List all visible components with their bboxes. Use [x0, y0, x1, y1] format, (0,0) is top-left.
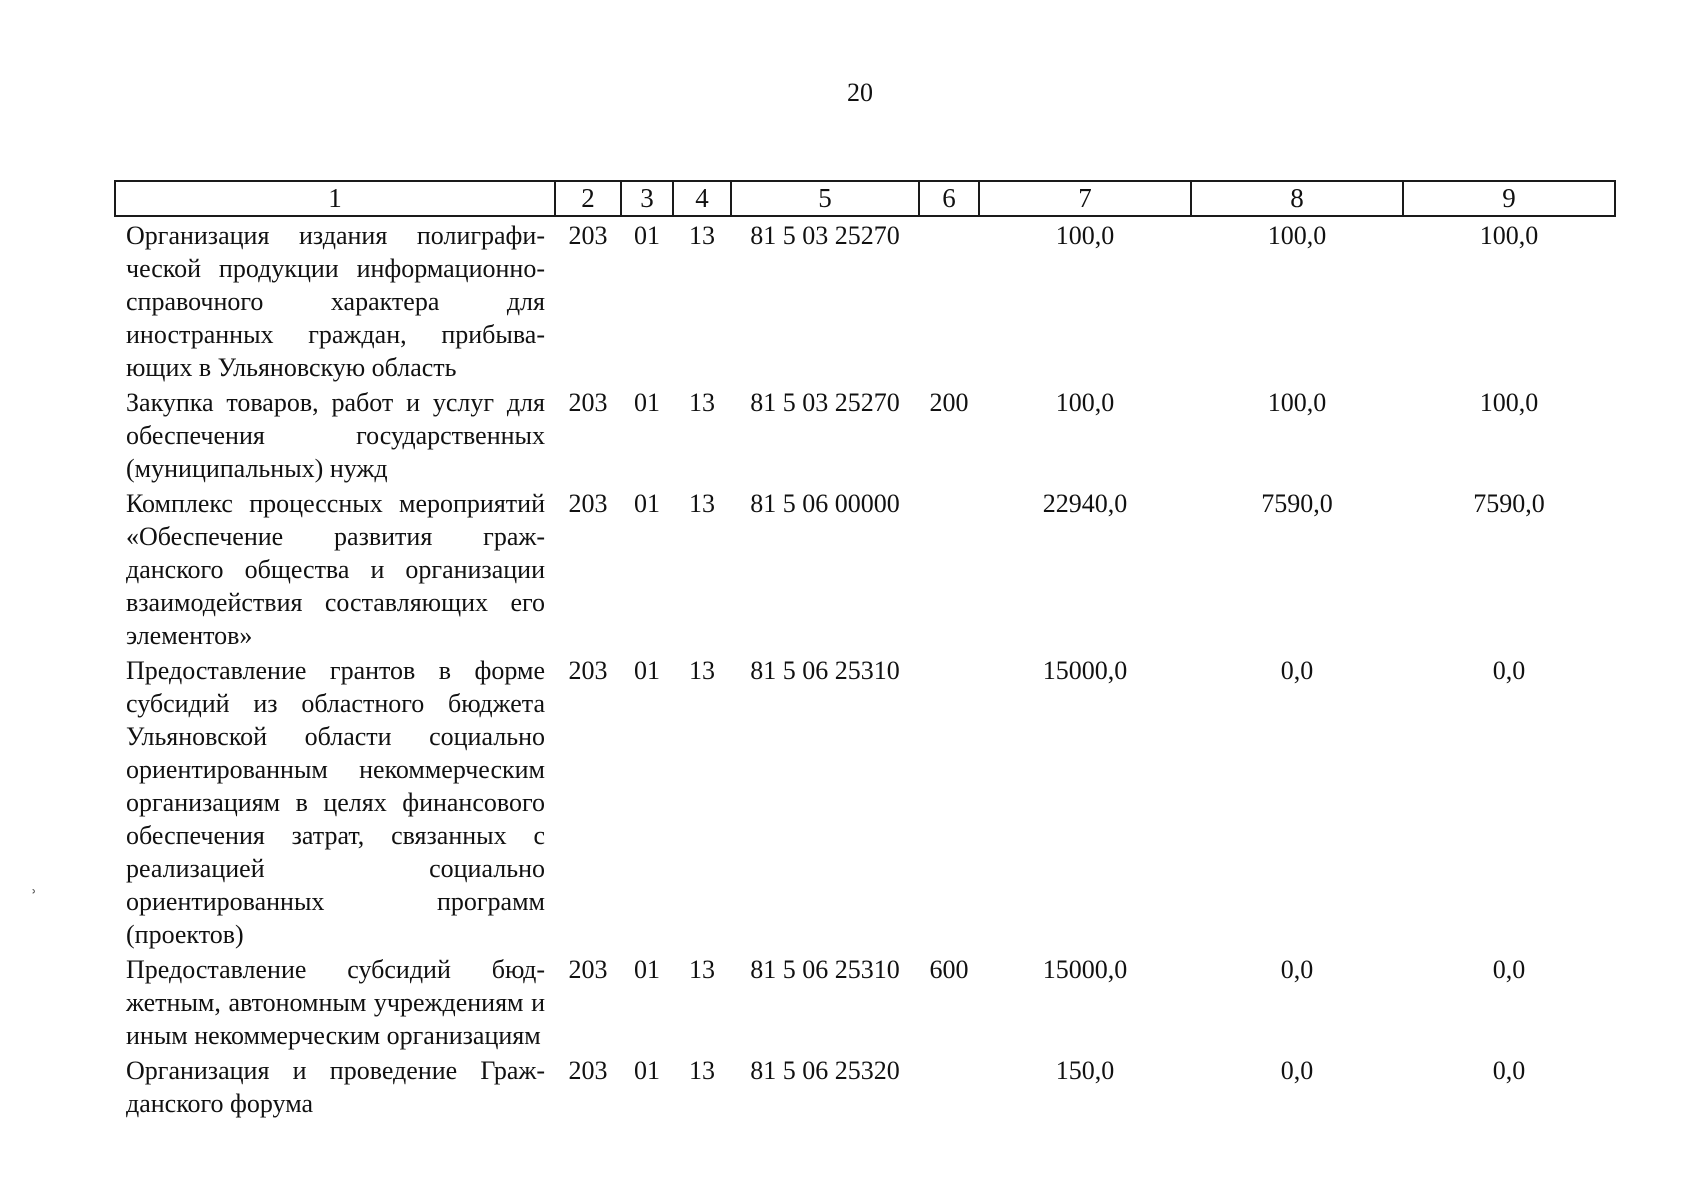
- header-col-2: 2: [555, 181, 621, 216]
- row-code-2: 203: [568, 221, 608, 250]
- row-value-8: 0,0: [1280, 955, 1314, 984]
- row-code-5: 81 5 03 25270: [750, 221, 900, 250]
- table-row: [115, 384, 1615, 485]
- row-code-6: [919, 652, 979, 951]
- row-code-6: 600: [929, 955, 969, 984]
- table-row: [115, 485, 1615, 652]
- header-col-1: 1: [115, 181, 555, 216]
- row-code-5: 81 5 06 25310: [750, 656, 900, 685]
- header-col-5: 5: [731, 181, 919, 216]
- row-value-9: 7590,0: [1473, 489, 1545, 518]
- header-col-9: 9: [1403, 181, 1615, 216]
- row-code-2: 203: [568, 1056, 608, 1085]
- row-name: Предоставление грантов в форме субсидий из областного бюджета Ульяновской области социально ориентированным некоммерческим организациям в целях финансового обеспечения затрат, связанных с реализацией социально ориентированных программ (проектов): [126, 656, 545, 949]
- row-value-9: 0,0: [1492, 1056, 1526, 1085]
- row-name: Организация издания полиграфической продукции информационно-справочного характера для иностранных граждан, прибывающих в Ульяновскую область: [126, 221, 545, 382]
- row-value-9: 0,0: [1492, 955, 1526, 984]
- table-row: [115, 652, 1615, 951]
- row-value-9: 100,0: [1479, 221, 1539, 250]
- row-code-4: 13: [689, 955, 715, 984]
- table-row: [115, 951, 1615, 1052]
- row-value-7: 15000,0: [1042, 656, 1128, 685]
- row-code-4: 13: [689, 1056, 715, 1085]
- row-value-9: 100,0: [1479, 388, 1539, 417]
- row-code-4: 13: [689, 656, 715, 685]
- row-code-3: 01: [634, 656, 660, 685]
- row-name: Организация и проведение Гражданского форума: [126, 1056, 545, 1118]
- row-code-2: 203: [568, 656, 608, 685]
- row-code-5: 81 5 03 25270: [750, 388, 900, 417]
- row-value-9: 0,0: [1492, 656, 1526, 685]
- budget-table: [114, 180, 1616, 1120]
- row-value-7: 22940,0: [1042, 489, 1128, 518]
- row-value-7: 15000,0: [1042, 955, 1128, 984]
- row-code-4: 13: [689, 388, 715, 417]
- row-name: Предоставление субсидий бюджетным, автономным учреждениям и иным некоммерческим организациям: [126, 955, 545, 1050]
- row-code-2: 203: [568, 955, 608, 984]
- row-value-8: 0,0: [1280, 656, 1314, 685]
- row-value-8: 100,0: [1267, 388, 1327, 417]
- row-name: Закупка товаров, работ и услуг для обеспечения государственных (муниципальных) нужд: [126, 388, 545, 483]
- header-col-7: 7: [979, 181, 1191, 216]
- row-value-8: 7590,0: [1261, 489, 1333, 518]
- row-code-6: [919, 216, 979, 384]
- header-col-3: 3: [621, 181, 673, 216]
- row-code-3: 01: [634, 1056, 660, 1085]
- row-code-6: [919, 1052, 979, 1120]
- scan-speck: ʾ: [30, 885, 38, 910]
- row-code-3: 01: [634, 221, 660, 250]
- header-col-4: 4: [673, 181, 731, 216]
- row-code-3: 01: [634, 489, 660, 518]
- row-code-5: 81 5 06 25320: [750, 1056, 900, 1085]
- row-value-8: 0,0: [1280, 1056, 1314, 1085]
- row-code-2: 203: [568, 388, 608, 417]
- row-code-5: 81 5 06 00000: [750, 489, 900, 518]
- row-name: Комплекс процессных мероприятий «Обеспечение развития гражданского общества и организации взаимодействия составляющих его элементов»: [126, 489, 545, 650]
- page-number: 20: [847, 78, 873, 107]
- table-row: [115, 216, 1615, 384]
- header-col-6: 6: [919, 181, 979, 216]
- column-number-row: [115, 181, 1615, 216]
- row-value-7: 100,0: [1055, 388, 1115, 417]
- row-code-2: 203: [568, 489, 608, 518]
- row-code-3: 01: [634, 388, 660, 417]
- row-code-6: [919, 485, 979, 652]
- row-value-7: 100,0: [1055, 221, 1115, 250]
- row-code-3: 01: [634, 955, 660, 984]
- row-code-5: 81 5 06 25310: [750, 955, 900, 984]
- row-value-8: 100,0: [1267, 221, 1327, 250]
- row-code-4: 13: [689, 221, 715, 250]
- table-row: [115, 1052, 1615, 1120]
- row-code-4: 13: [689, 489, 715, 518]
- row-value-7: 150,0: [1055, 1056, 1115, 1085]
- row-code-6: 200: [929, 388, 969, 417]
- header-col-8: 8: [1191, 181, 1403, 216]
